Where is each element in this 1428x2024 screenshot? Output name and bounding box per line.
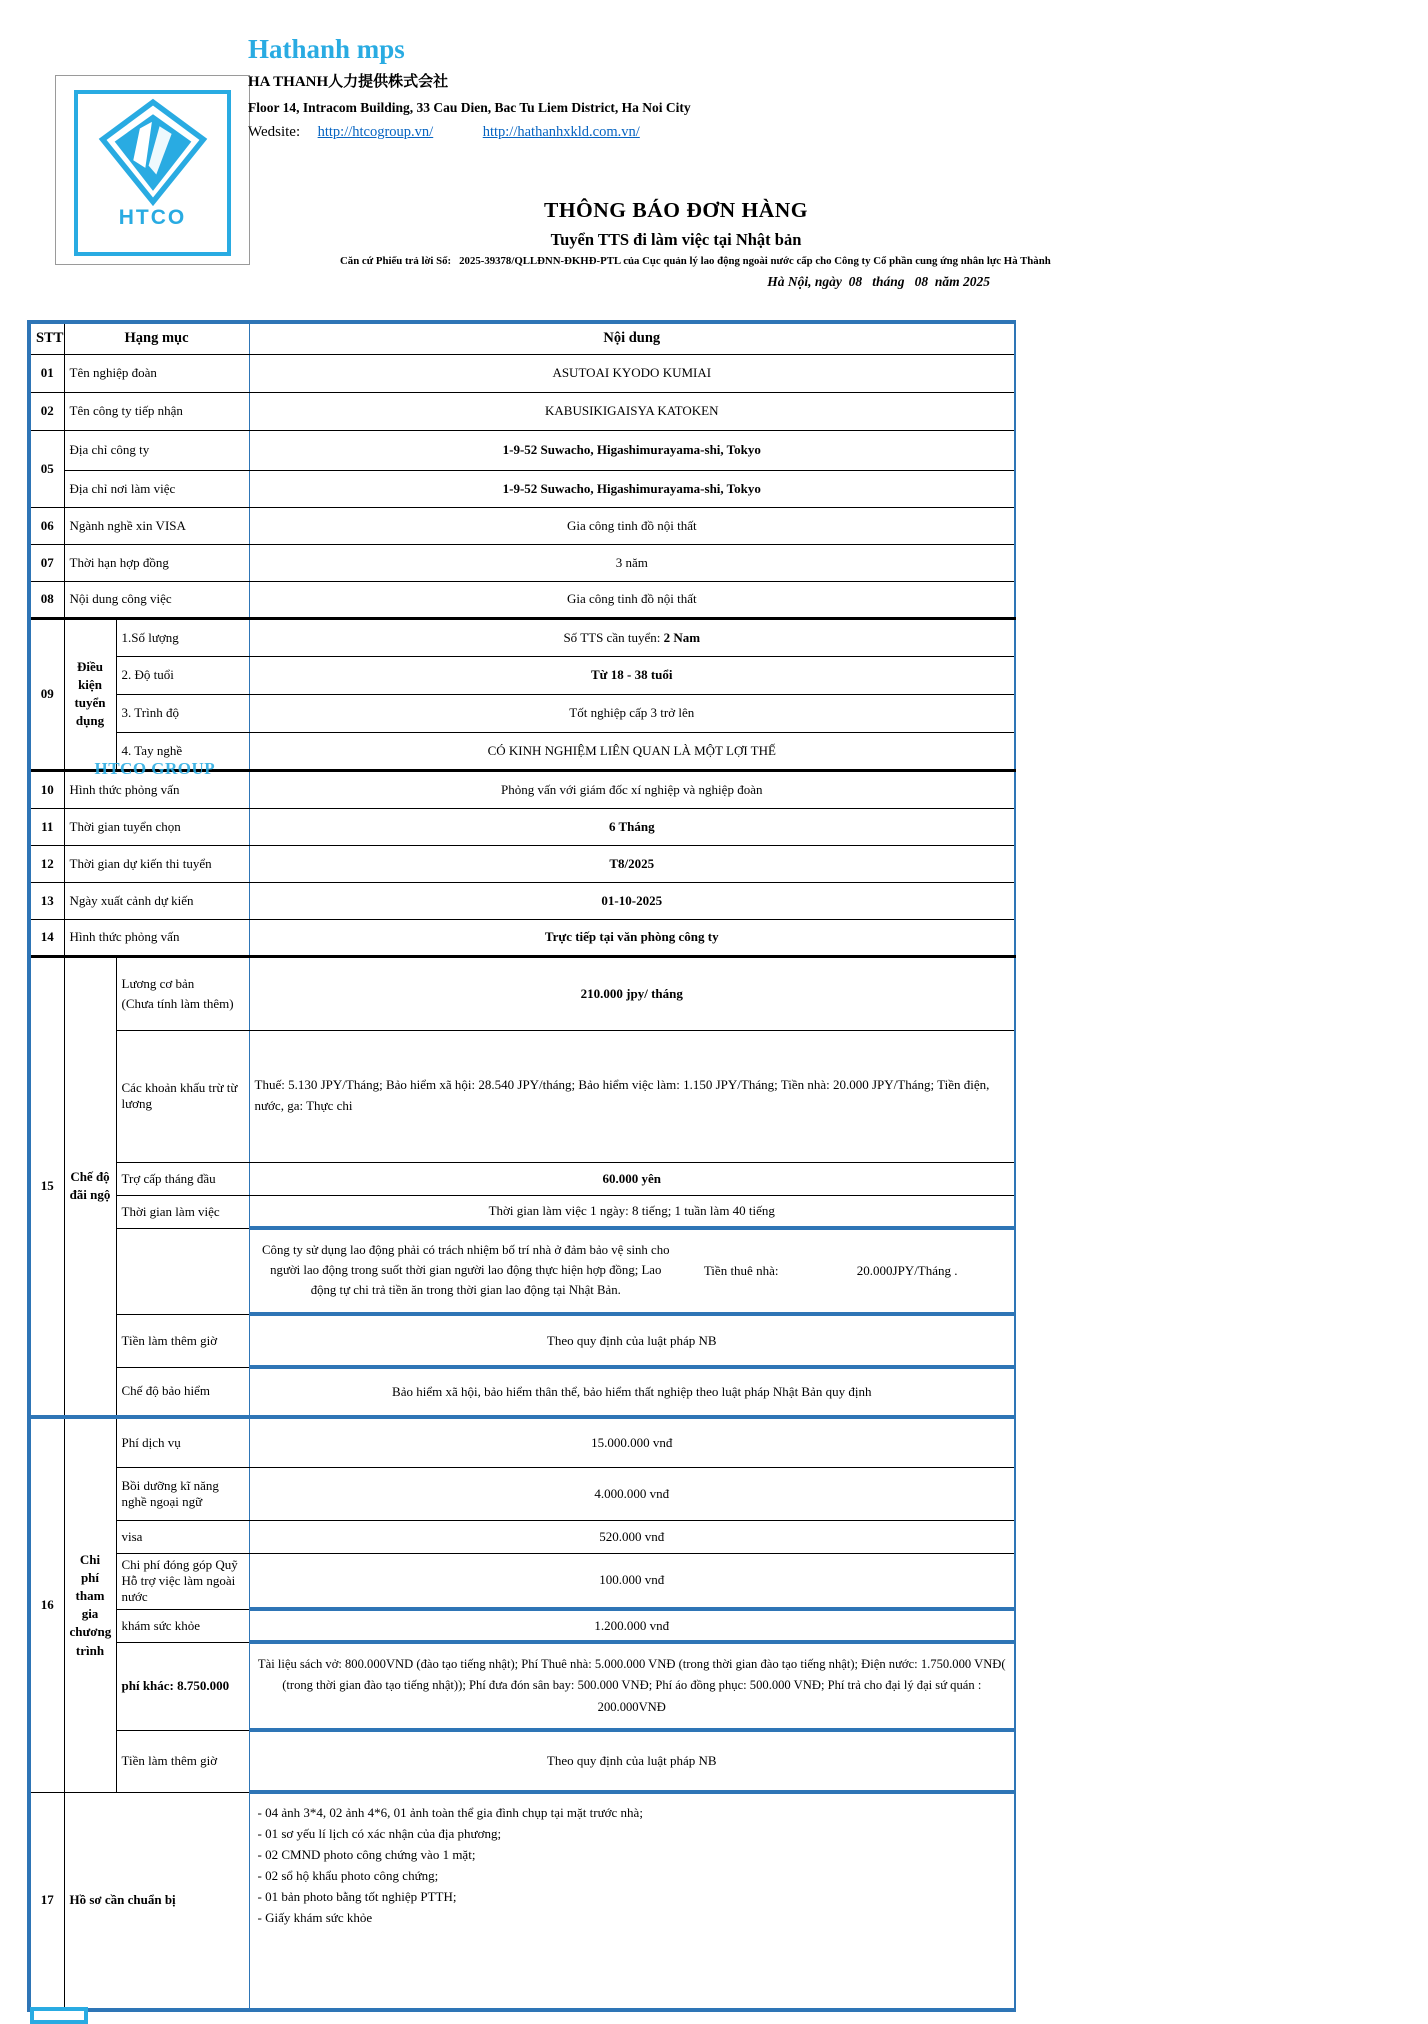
- table-row: [29, 618, 1015, 656]
- row05-label-company-address: Địa chỉ công ty: [64, 430, 249, 470]
- table-row: [29, 808, 1015, 845]
- document-item: - 01 bản photo bằng tốt nghiệp PTTH;: [257, 1889, 457, 1905]
- table-row: [29, 430, 1015, 470]
- row16-stt: 16: [29, 1417, 64, 1792]
- row10-stt: 10: [29, 770, 64, 808]
- row16-fund-label: Chi phí đóng góp Quỹ Hỗ trợ việc làm ngoài nước: [116, 1553, 249, 1609]
- row16-visa-value: 520.000 vnđ: [249, 1520, 1015, 1553]
- document-subtitle: Tuyển TTS đi làm việc tại Nhật bản: [550, 230, 802, 249]
- row09-group-label: Điều kiện tuyển dụng: [64, 618, 116, 770]
- row15-salary-label: [116, 956, 249, 1030]
- row14-label: Hình thức phỏng vấn: [64, 919, 249, 956]
- table-row: [29, 1553, 1015, 1609]
- table-row: [29, 694, 1015, 732]
- row05-stt: 05: [29, 430, 64, 507]
- row15-overtime-value: Theo quy định của luật pháp NB: [249, 1314, 1015, 1367]
- row06-label: Ngành nghề xin VISA: [64, 507, 249, 544]
- row16-training-label: Bồi dưỡng kĩ năng nghề ngoại ngữ: [116, 1467, 249, 1520]
- row16-group-label: Chi phí tham gia chương trình: [64, 1417, 116, 1792]
- website-line: [248, 124, 808, 141]
- logo-text: HTCO: [118, 206, 187, 229]
- row08-label: Nội dung công việc: [64, 581, 249, 618]
- htco-logo: [55, 75, 250, 265]
- document-item: - 01 sơ yếu lí lịch có xác nhận của địa phương;: [257, 1826, 502, 1842]
- row16-health-label: khám sức khỏe: [116, 1609, 249, 1642]
- date-line: Hà Nội, ngày 08 tháng 08 năm 2025: [767, 274, 990, 289]
- table-row: [29, 1030, 1015, 1162]
- row09-sub2-label: 2. Độ tuổi: [116, 656, 249, 694]
- row16-overtime-value: Theo quy định của luật pháp NB: [249, 1730, 1015, 1792]
- header-content: Nội dung: [249, 322, 1015, 354]
- row08-stt: 08: [29, 581, 64, 618]
- table-row: [29, 581, 1015, 618]
- housing-paragraph: Công ty sử dụng lao động phải có trách nhiệm bố trí nhà ở đảm bảo vệ sinh cho người lao động trong suốt thời gian người lao động thực hiện hợp đồng; Lao động tự chi trả tiền ăn trong thời gian lao động tại Nhật Bản.: [262, 1243, 670, 1297]
- row09-stt: 09: [29, 618, 64, 770]
- row16-visa-label: visa: [116, 1520, 249, 1553]
- basis-label: Căn cứ Phiếu trả lời Số:: [340, 255, 452, 267]
- table-row: [29, 1162, 1015, 1195]
- row16-service-label: Phí dịch vụ: [116, 1417, 249, 1467]
- row15-group-label: Chế độ đãi ngộ: [64, 956, 116, 1417]
- rent-label: Tiền thuê nhà:: [703, 1262, 779, 1278]
- row06-stt: 06: [29, 507, 64, 544]
- table-row: [29, 1642, 1015, 1730]
- row10-label-text: Hình thức phỏng vấn: [69, 781, 180, 797]
- quantity-bold: 2 Nam: [663, 629, 701, 645]
- website-label: Wedsite:: [248, 124, 301, 140]
- table-row: [29, 507, 1015, 544]
- row12-label: Thời gian dự kiến thi tuyển: [64, 845, 249, 882]
- row09-sub3-value: Tốt nghiệp cấp 3 trở lên: [249, 694, 1015, 732]
- row02-value: KABUSIKIGAISYA KATOKEN: [249, 392, 1015, 430]
- company-address: Floor 14, Intracom Building, 33 Cau Dien, Bac Tu Liem District, Ha Noi City: [248, 100, 691, 115]
- row01-value: ASUTOAI KYODO KUMIAI: [249, 354, 1015, 392]
- row06-value: Gia công tinh đồ nội thất: [249, 507, 1015, 544]
- website-link-hathanhxkld[interactable]: http://hathanhxkld.com.vn/: [482, 124, 640, 140]
- table-row: [29, 1367, 1015, 1417]
- table-header-row: [29, 322, 1015, 354]
- table-row: [29, 392, 1015, 430]
- row09-sub3-label: 3. Trình độ: [116, 694, 249, 732]
- salary-label-line1: Lương cơ bản: [121, 976, 195, 991]
- basis-value: 2025-39378/QLLĐNN-ĐKHĐ-PTL của Cục quản lý lao động ngoài nước cấp cho Công ty Cổ phần cung ứng nhân lực Hà Thành: [459, 255, 1051, 267]
- row11-value: 6 Tháng: [249, 808, 1015, 845]
- table-row: [29, 544, 1015, 581]
- row16-overtime-label: Tiền làm thêm giờ: [116, 1730, 249, 1792]
- company-japanese-name: HA THANH人力提供株式会社: [248, 74, 449, 90]
- row15-overtime-label: Tiền làm thêm giờ: [116, 1314, 249, 1367]
- document-item: - 04 ảnh 3*4, 02 ảnh 4*6, 01 ảnh toàn thể gia đình chụp tại mặt trước nhà;: [257, 1805, 643, 1820]
- htco-group-watermark: HTCO GROUP: [94, 758, 216, 778]
- row02-stt: 02: [29, 392, 64, 430]
- quantity-prefix: Số TTS cần tuyển:: [563, 629, 664, 645]
- row14-value: Trực tiếp tại văn phòng công ty: [249, 919, 1015, 956]
- table-row: [29, 1520, 1015, 1553]
- row10-label: [64, 758, 249, 808]
- row16-training-value: 4.000.000 vnđ: [249, 1467, 1015, 1520]
- rent-value: 20.000JPY/Tháng .: [856, 1262, 958, 1278]
- row14-stt: 14: [29, 919, 64, 956]
- row15-allowance-label: Trợ cấp tháng đầu: [116, 1162, 249, 1195]
- row15-deduction-value: Thuế: 5.130 JPY/Tháng; Bảo hiểm xã hội: 28.540 JPY/tháng; Bảo hiểm việc làm: 1.150 JPY/Tháng; Tiền nhà: 20.000 JPY/Tháng; Tiền điện, nước, ga: Thực chi: [249, 1030, 1015, 1162]
- documents-list: [258, 1802, 1010, 1928]
- row16-other-value: Tài liệu sách vở: 800.000VND (đào tạo tiếng nhật); Phí Thuê nhà: 5.000.000 VNĐ (trong thời gian đào tạo tiếng nhật); Điện nước: 1.750.000 VNĐ( (trong thời gian đào tạo tiếng nhật)); Phí đưa đón sân bay: 500.000 VNĐ; Phí áo đồng phục: 500.000 VNĐ; Phí trả cho đại lý đại sứ quán : 200.000VNĐ: [249, 1642, 1015, 1730]
- row15-deduction-label: Các khoản khấu trừ từ lương: [116, 1030, 249, 1162]
- table-row: [29, 1228, 1015, 1314]
- row13-label: Ngày xuất cảnh dự kiến: [64, 882, 249, 919]
- document-item: - 02 sổ hộ khẩu photo công chứng;: [257, 1868, 439, 1884]
- row15-housing-label-empty: [116, 1228, 249, 1314]
- row17-label: Hồ sơ cần chuẩn bị: [64, 1792, 249, 2010]
- row12-value: T8/2025: [249, 845, 1015, 882]
- table-row: [29, 1195, 1015, 1228]
- row09-sub1-label: 1.Số lượng: [116, 618, 249, 656]
- row07-stt: 07: [29, 544, 64, 581]
- row01-label: Tên nghiệp đoàn: [64, 354, 249, 392]
- job-order-table: [27, 320, 1016, 2012]
- table-row: [29, 1417, 1015, 1467]
- table-row: [29, 1792, 1015, 2010]
- title-block: [340, 198, 1051, 290]
- brand-name: Hathanh mps: [248, 34, 405, 64]
- row17-stt: 17: [29, 1792, 64, 2010]
- row08-value: Gia công tinh đồ nội thất: [249, 581, 1015, 618]
- table-row: [29, 470, 1015, 507]
- table-row: [29, 1467, 1015, 1520]
- row15-insurance-label: Chế độ bảo hiểm: [116, 1367, 249, 1417]
- row02-label: Tên công ty tiếp nhận: [64, 392, 249, 430]
- table-row: [29, 770, 1015, 808]
- housing-content: [255, 1241, 1010, 1300]
- row17-value: [249, 1792, 1015, 2010]
- row09-sub4-label: 4. Tay nghề: [116, 732, 249, 770]
- row12-stt: 12: [29, 845, 64, 882]
- row16-service-value: 15.000.000 vnđ: [249, 1417, 1015, 1467]
- row10-value: Phỏng vấn với giám đốc xí nghiệp và nghiệp đoàn: [249, 770, 1015, 808]
- table-row: [29, 656, 1015, 694]
- row11-stt: 11: [29, 808, 64, 845]
- row07-label: Thời hạn hợp đồng: [64, 544, 249, 581]
- row15-salary-value: 210.000 jpy/ tháng: [249, 956, 1015, 1030]
- row16-other-label: phí khác: 8.750.000: [116, 1642, 249, 1730]
- row15-housing-value: [249, 1228, 1015, 1314]
- table-row: [29, 845, 1015, 882]
- salary-label-line2: (Chưa tính làm thêm): [121, 995, 234, 1011]
- row05-label-work-address: Địa chỉ nơi làm việc: [64, 470, 249, 507]
- row09-sub2-value: Từ 18 - 38 tuổi: [249, 656, 1015, 694]
- row15-worktime-label: Thời gian làm việc: [116, 1195, 249, 1228]
- table-row: [29, 882, 1015, 919]
- row05-value-work-address: 1-9-52 Suwacho, Higashimurayama-shi, Tokyo: [249, 470, 1015, 507]
- table-row: [29, 354, 1015, 392]
- table-row: [29, 1609, 1015, 1642]
- table-row: [29, 919, 1015, 956]
- row15-worktime-value: Thời gian làm việc 1 ngày: 8 tiếng; 1 tuần làm 40 tiếng: [249, 1195, 1015, 1228]
- website-link-htcogroup[interactable]: http://htcogroup.vn/: [317, 124, 434, 140]
- row07-value: 3 năm: [249, 544, 1015, 581]
- table-row: [29, 956, 1015, 1030]
- document-item: - Giấy khám sức khỏe: [257, 1910, 373, 1926]
- header-stt: STT: [29, 322, 64, 354]
- row15-insurance-value: Bảo hiểm xã hội, bảo hiểm thân thể, bảo hiểm thất nghiệp theo luật pháp Nhật Bản quy định: [249, 1367, 1015, 1417]
- row09-sub1-value: [249, 618, 1015, 656]
- row16-health-value: 1.200.000 vnđ: [249, 1609, 1015, 1642]
- row11-label: Thời gian tuyển chọn: [64, 808, 249, 845]
- htco-logo-frame: [74, 90, 231, 256]
- htco-diamond-icon: [97, 100, 209, 204]
- table-row: [29, 1314, 1015, 1367]
- document-title: THÔNG BÁO ĐƠN HÀNG: [543, 198, 809, 222]
- row09-sub4-value: CÓ KINH NGHIỆM LIÊN QUAN LÀ MỘT LỢI THẾ: [249, 732, 1015, 770]
- row15-allowance-value: 60.000 yên: [249, 1162, 1015, 1195]
- row01-stt: 01: [29, 354, 64, 392]
- row16-fund-value: 100.000 vnđ: [249, 1553, 1015, 1609]
- row05-value-company-address: 1-9-52 Suwacho, Higashimurayama-shi, Tokyo: [249, 430, 1015, 470]
- row13-value: 01-10-2025: [249, 882, 1015, 919]
- table-row: [29, 1730, 1015, 1792]
- document-item: - 02 CMND photo công chứng vào 1 mặt;: [257, 1847, 476, 1863]
- legal-basis-line: [340, 255, 1051, 267]
- header-category: Hạng mục: [64, 322, 249, 354]
- row13-stt: 13: [29, 882, 64, 919]
- row15-stt: 15: [29, 956, 64, 1417]
- next-page-logo-fragment: [30, 2007, 88, 2024]
- company-header: [248, 34, 808, 141]
